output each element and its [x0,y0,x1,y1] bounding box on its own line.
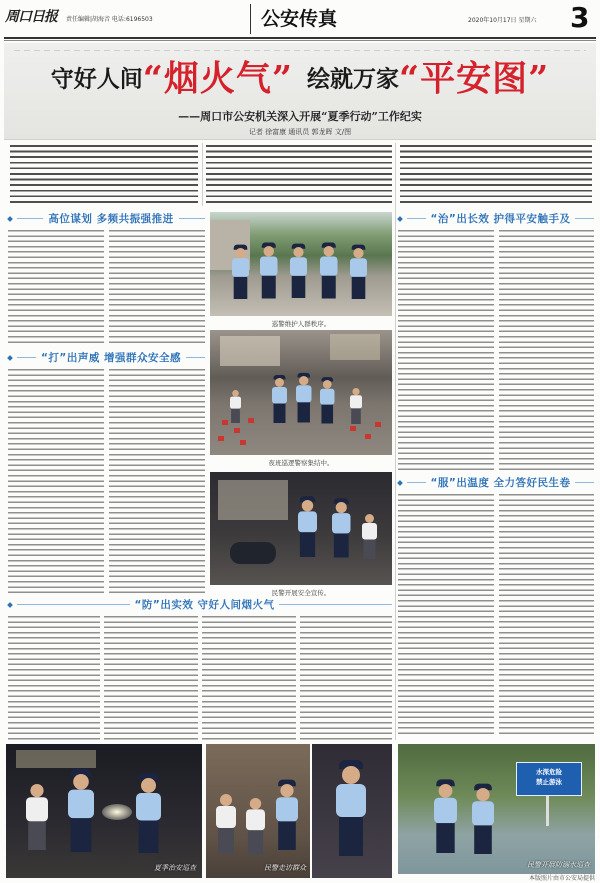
article-text [499,494,594,738]
police-figure [298,500,317,557]
banner-decoration [14,50,586,51]
section-heading-label: “服”出温度 全力答好民生卷 [430,477,571,489]
civilian-figure [246,798,265,855]
sign-post [546,796,549,826]
section-title: 公安传真 [250,4,337,34]
editor-info: 责任编辑|胡海音 电话:6196503 [66,16,153,23]
section-heading-5 [398,475,594,490]
article-text [499,230,594,470]
issue-date: 2020年10月17日 星期六 [468,17,537,24]
civilian-figure [230,390,241,423]
police-figure [472,788,494,854]
article-text [8,230,104,346]
main-headline [4,54,596,104]
article-text [398,230,494,470]
headline-part-2: 绘就万家 [307,65,399,93]
photo-patrol-lineup [210,212,392,316]
masthead-rule-thin [4,40,596,41]
photo-caption: 民警开展防溺水巡查 [527,861,590,869]
flashlight-glow [102,804,132,820]
police-figure [232,248,249,299]
masthead-rule [4,37,596,39]
civilian-figure [26,784,48,850]
newspaper-logo: 周口日报 [5,9,57,25]
police-figure [68,774,94,852]
photo-community-visit [206,744,310,878]
photo-caption: 夏季治安巡查 [154,864,196,872]
column-separator [202,143,203,206]
police-figure [296,376,312,423]
sign-text-line-2: 禁止游泳 [536,778,562,786]
section-heading-1 [8,211,205,226]
headline-highlight-1: “烟火气” [142,58,293,100]
lead-text-col-1 [10,145,198,205]
photo-caption: 夜班巡逻警察集结中。 [268,459,334,467]
civilian-figure [350,388,362,424]
article-text [8,616,100,740]
police-figure [320,246,338,299]
civilian-figure [362,514,377,559]
photo-credit: 本版照片由市公安局提供 [528,875,595,882]
sign-text-line-1: 水深危险 [536,768,562,776]
section-heading-4 [398,211,594,226]
shop-sign-light [16,750,96,768]
section-heading-2 [8,350,205,365]
photo-safety-outreach [210,472,392,585]
police-figure [350,248,367,299]
police-figure [136,778,161,853]
lead-text-col-3 [400,145,592,205]
police-figure [434,784,457,853]
photo-caption: 巡警维护人群秩序。 [271,320,331,328]
police-figure [260,246,278,299]
photo-night-patrol [210,330,392,455]
page-number: 3 [570,1,590,34]
photo-caption: 民警走访群众 [264,864,306,872]
article-text [109,369,205,593]
photo-female-officer [312,744,392,878]
police-figure [276,784,298,850]
article-text [398,494,494,738]
police-figure [272,378,287,423]
headline-part-1: 守好人间 [50,65,143,93]
photo-caption: 民警开展安全宣传。 [271,589,331,597]
police-figure [332,502,351,558]
article-text [104,616,198,740]
column-separator [395,143,396,740]
headline-highlight-2: “平安图” [399,58,550,100]
shop-light [220,336,280,366]
article-text [8,369,104,593]
police-figure [320,380,335,424]
motorbike [230,542,276,564]
byline: 记者 徐富康 通讯员 郭龙晖 文/图 [248,128,352,136]
storefront-light [218,480,288,520]
police-figure [336,766,366,856]
section-heading-3 [8,597,392,612]
lead-text-col-2 [206,145,392,205]
section-heading-label: “防”出实效 守好人间烟火气 [134,599,275,611]
article-text [300,616,392,740]
police-figure [290,247,307,298]
article-text [202,616,296,740]
section-heading-label: 高位谋划 多频共振强推进 [48,213,174,225]
photo-summer-inspection [6,744,202,878]
photo-waterside-patrol [398,744,595,874]
section-heading-label: “打”出声威 增强群众安全感 [41,352,181,364]
warning-sign [516,762,582,796]
civilian-figure [216,794,236,854]
headline-subtitle: ——周口市公安机关深入开展“夏季行动”工作纪实 [178,110,422,123]
section-heading-label: “治”出长效 护得平安触手及 [430,213,571,225]
shop-light [330,334,380,360]
article-text [109,230,205,346]
